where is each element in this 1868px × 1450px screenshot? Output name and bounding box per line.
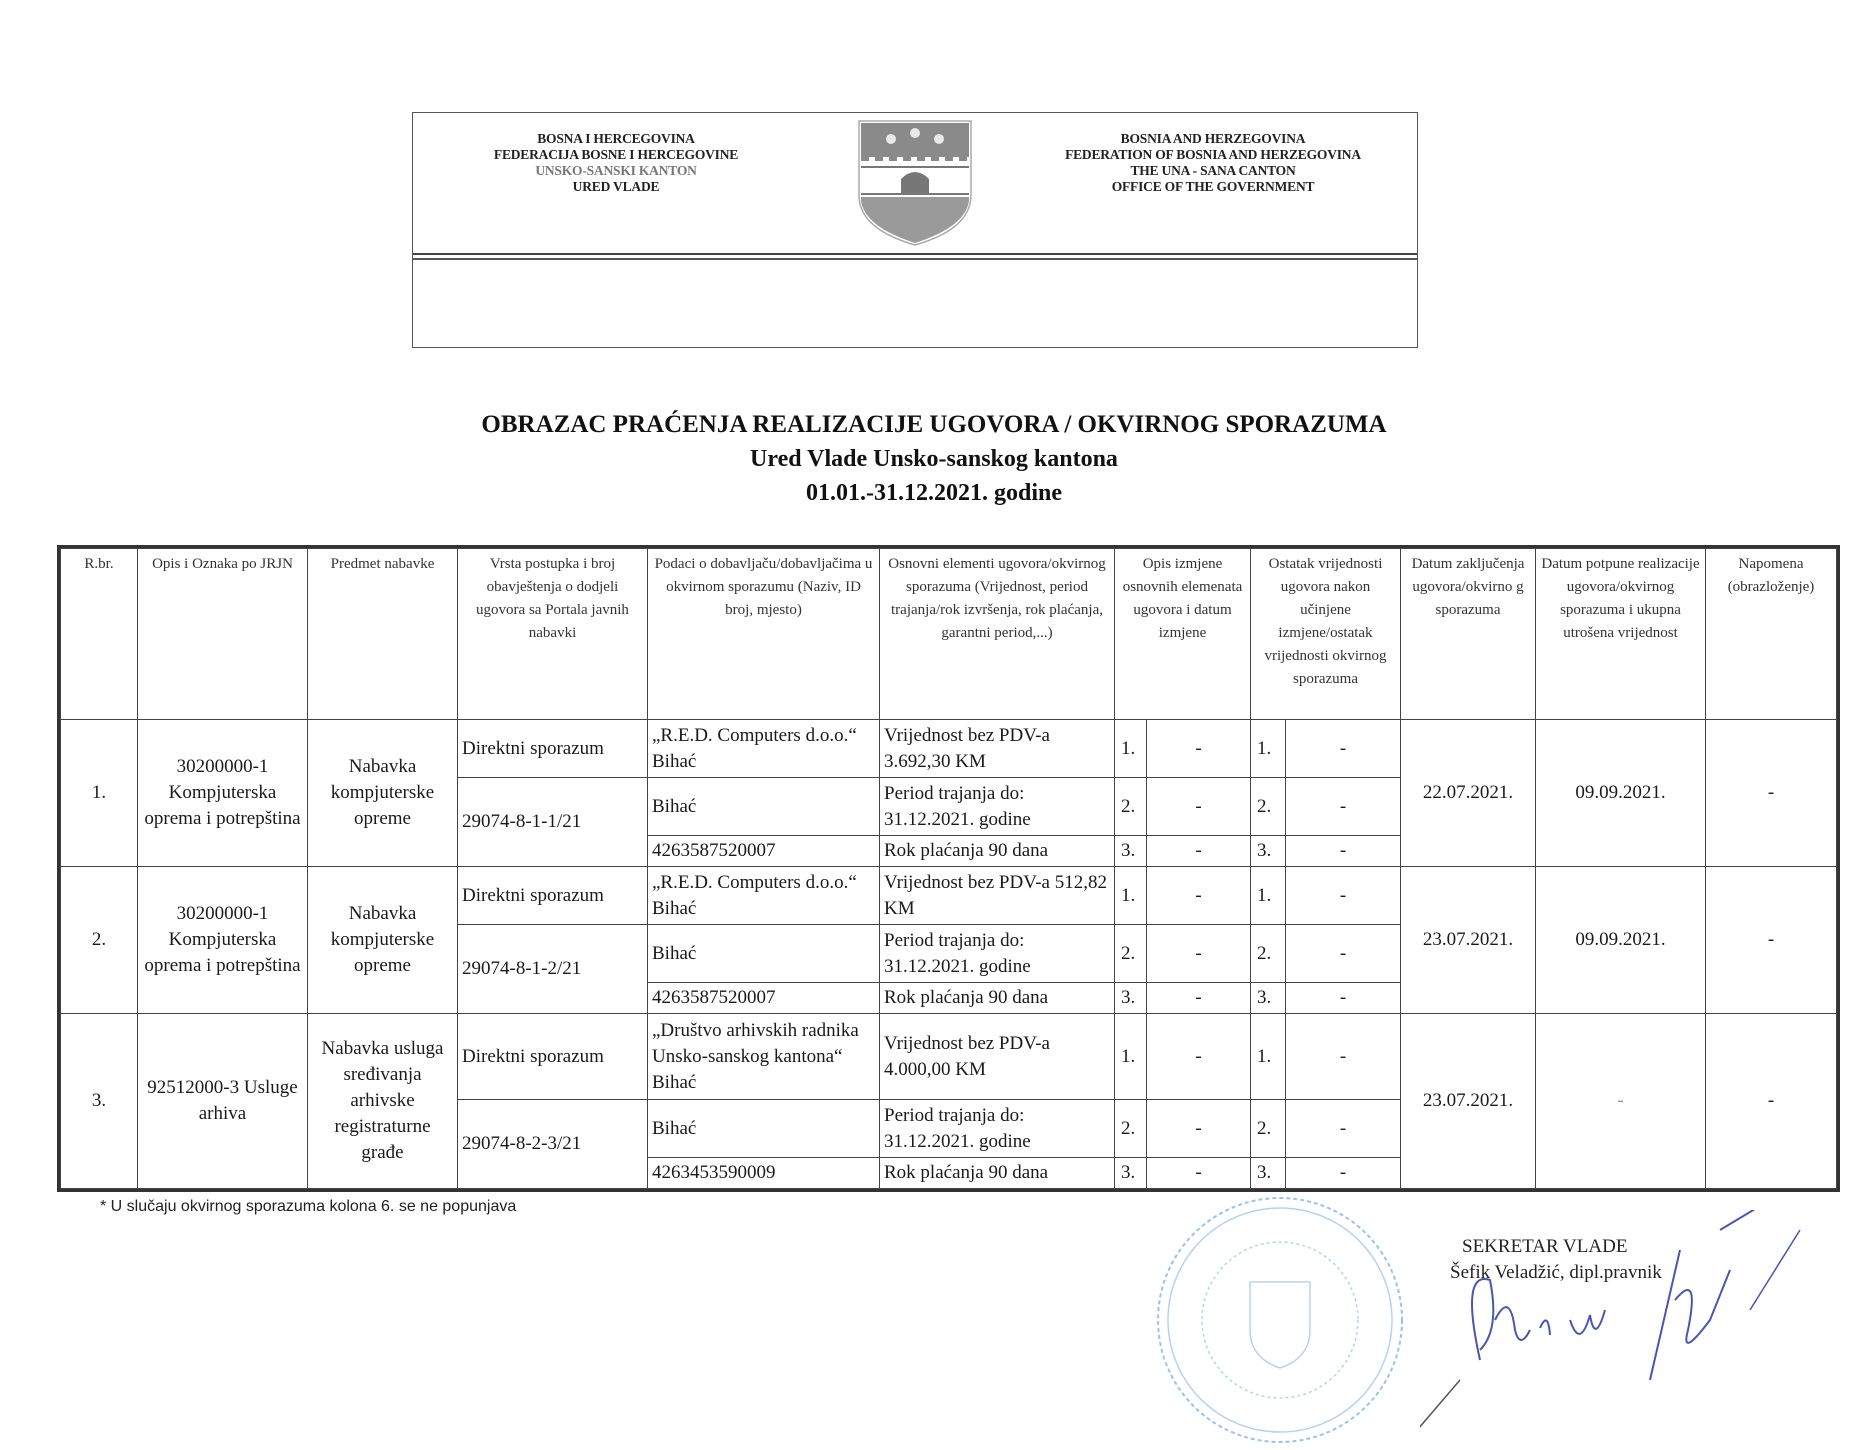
cell-izmjena-num: 2. (1115, 1100, 1147, 1158)
letterhead-right (1013, 131, 1413, 195)
table-header-row (61, 549, 1837, 720)
cell-elementi-period: Period trajanja do: 31.12.2021. godine (880, 925, 1115, 983)
cell-napomena: - (1706, 1014, 1837, 1189)
cell-izmjena-value: - (1147, 778, 1251, 836)
cell-dobavljac-mjesto: Bihać (648, 1100, 880, 1158)
cell-izmjena-value: - (1147, 720, 1251, 778)
header-ostatak: Ostatak vrijednosti ugovora nakon učinjene izmjene/ostatak vrijednosti okvirnog sporazuma (1251, 549, 1401, 720)
cell-ostatak-value: - (1286, 983, 1401, 1014)
document-title-block (0, 408, 1868, 510)
cell-datum-zakljucenja: 23.07.2021. (1401, 1014, 1536, 1189)
cell-predmet: Nabavka usluga sređivanja arhivske registraturne građe (308, 1014, 458, 1189)
cell-izmjena-num: 2. (1115, 778, 1147, 836)
table-row (61, 1014, 1837, 1100)
cell-izmjena-num: 1. (1115, 720, 1147, 778)
cell-ostatak-value: - (1286, 1158, 1401, 1189)
cell-izmjena-value: - (1147, 1158, 1251, 1189)
coat-of-arms-icon (853, 117, 977, 247)
cell-rbr: 3. (61, 1014, 138, 1189)
cell-postupak: Direktni sporazum (458, 720, 648, 778)
cell-dobavljac-id: 4263587520007 (648, 983, 880, 1014)
cell-ostatak-num: 3. (1251, 1158, 1286, 1189)
letterhead-federation: FEDERACIJA BOSNE I HERCEGOVINE (493, 147, 739, 162)
letterhead-canton-en: THE UNA - SANA CANTON (1130, 163, 1296, 178)
cell-ostatak-num: 1. (1251, 867, 1286, 925)
cell-izmjena-num: 3. (1115, 1158, 1147, 1189)
cell-datum-realizacije: - (1536, 1014, 1706, 1189)
cell-predmet: Nabavka kompjuterske opreme (308, 867, 458, 1014)
cell-dobavljac-id: 4263453590009 (648, 1158, 880, 1189)
header-datum-zakljucenja: Datum zaključenja ugovora/okvirno g sporazuma (1401, 549, 1536, 720)
cell-datum-realizacije: 09.09.2021. (1536, 720, 1706, 867)
cell-dobavljac-id: 4263587520007 (648, 836, 880, 867)
header-rbr: R.br. (61, 549, 138, 720)
cell-ostatak-num: 1. (1251, 720, 1286, 778)
document-period: 01.01.-31.12.2021. godine (805, 480, 1062, 506)
letterhead-left (451, 131, 781, 195)
signatory-title: SEKRETAR VLADE (1462, 1236, 1628, 1257)
cell-broj-obavjestenja: 29074-8-1-2/21 (458, 925, 648, 1014)
cell-ostatak-value: - (1286, 836, 1401, 867)
footnote: * U slučaju okvirnog sporazuma kolona 6. se ne popunjava (100, 1198, 517, 1215)
cell-elementi-placanje: Rok plaćanja 90 dana (880, 1158, 1115, 1189)
cell-elementi-vrijednost: Vrijednost bez PDV-a 512,82 KM (880, 867, 1115, 925)
document-title: OBRAZAC PRAĆENJA REALIZACIJE UGOVORA / OKVIRNOG SPORAZUMA (481, 411, 1387, 438)
cell-elementi-vrijednost: Vrijednost bez PDV-a 3.692,30 KM (880, 720, 1115, 778)
letterhead-divider (413, 253, 1417, 255)
cell-rbr: 2. (61, 867, 138, 1014)
cell-ostatak-value: - (1286, 778, 1401, 836)
cell-datum-realizacije: 09.09.2021. (1536, 867, 1706, 1014)
cell-elementi-period: Period trajanja do: 31.12.2021. godine (880, 778, 1115, 836)
cell-ostatak-num: 3. (1251, 836, 1286, 867)
cell-izmjena-value: - (1147, 983, 1251, 1014)
header-elementi: Osnovni elementi ugovora/okvirnog sporazuma (Vrijednost, period trajanja/rok izvršenja, rok plaćanja, garantni period,...) (880, 549, 1115, 720)
header-dobavljac: Podaci o dobavljaču/dobavljačima u okvirnom sporazumu (Naziv, ID broj, mjesto) (648, 549, 880, 720)
header-napomena: Napomena (obrazloženje) (1706, 549, 1837, 720)
cell-ostatak-num: 3. (1251, 983, 1286, 1014)
cell-ostatak-num: 1. (1251, 1014, 1286, 1100)
cell-dobavljac-mjesto: Bihać (648, 925, 880, 983)
cell-elementi-placanje: Rok plaćanja 90 dana (880, 983, 1115, 1014)
header-jrjn: Opis i Oznaka po JRJN (138, 549, 308, 720)
cell-izmjena-value: - (1147, 1014, 1251, 1100)
cell-datum-zakljucenja: 22.07.2021. (1401, 720, 1536, 867)
table-row (61, 720, 1837, 778)
cell-ostatak-value: - (1286, 925, 1401, 983)
cell-ostatak-num: 2. (1251, 925, 1286, 983)
letterhead-office: URED VLADE (572, 179, 660, 194)
cell-jrjn: 92512000-3 Usluge arhiva (138, 1014, 308, 1189)
document-subtitle: Ured Vlade Unsko-sanskog kantona (750, 446, 1118, 472)
letterhead-divider (413, 258, 1417, 260)
cell-broj-obavjestenja: 29074-8-2-3/21 (458, 1100, 648, 1189)
cell-napomena: - (1706, 720, 1837, 867)
cell-elementi-period: Period trajanja do: 31.12.2021. godine (880, 1100, 1115, 1158)
cell-dobavljac-naziv: „R.E.D. Computers d.o.o.“ Bihać (648, 867, 880, 925)
cell-izmjena-num: 3. (1115, 983, 1147, 1014)
letterhead-office-en: OFFICE OF THE GOVERNMENT (1111, 179, 1315, 194)
cell-izmjena-num: 1. (1115, 1014, 1147, 1100)
header-predmet: Predmet nabavke (308, 549, 458, 720)
cell-ostatak-value: - (1286, 720, 1401, 778)
cell-izmjena-value: - (1147, 836, 1251, 867)
letterhead-federation-en: FEDERATION OF BOSNIA AND HERZEGOVINA (1065, 147, 1361, 162)
cell-izmjena-value: - (1147, 925, 1251, 983)
cell-datum-zakljucenja: 23.07.2021. (1401, 867, 1536, 1014)
cell-rbr: 1. (61, 720, 138, 867)
cell-elementi-vrijednost: Vrijednost bez PDV-a 4.000,00 KM (880, 1014, 1115, 1100)
header-postupak: Vrsta postupka i broj obavještenja o dodjeli ugovora sa Portala javnih nabavki (458, 549, 648, 720)
cell-izmjena-value: - (1147, 1100, 1251, 1158)
letterhead-canton: UNSKO-SANSKI KANTON (535, 163, 697, 178)
handwritten-signature-icon (1420, 1210, 1840, 1430)
cell-ostatak-value: - (1286, 867, 1401, 925)
table-row (61, 867, 1837, 925)
cell-izmjena-num: 3. (1115, 836, 1147, 867)
header-datum-realizacije: Datum potpune realizacije ugovora/okvirnog sporazuma i ukupna utrošena vrijednost (1536, 549, 1706, 720)
cell-dobavljac-naziv: „R.E.D. Computers d.o.o.“ Bihać (648, 720, 880, 778)
cell-izmjena-num: 2. (1115, 925, 1147, 983)
cell-ostatak-value: - (1286, 1100, 1401, 1158)
cell-elementi-placanje: Rok plaćanja 90 dana (880, 836, 1115, 867)
cell-dobavljac-mjesto: Bihać (648, 778, 880, 836)
cell-ostatak-value: - (1286, 1014, 1401, 1100)
cell-izmjena-value: - (1147, 867, 1251, 925)
cell-dobavljac-naziv: „Društvo arhivskih radnika Unsko-sanskog kantona“ Bihać (648, 1014, 880, 1100)
cell-predmet: Nabavka kompjuterske opreme (308, 720, 458, 867)
cell-ostatak-num: 2. (1251, 778, 1286, 836)
cell-napomena: - (1706, 867, 1837, 1014)
cell-jrjn: 30200000-1 Kompjuterska oprema i potrepština (138, 720, 308, 867)
header-izmjene: Opis izmjene osnovnih elemenata ugovora i datum izmjene (1115, 549, 1251, 720)
cell-jrjn: 30200000-1 Kompjuterska oprema i potrepština (138, 867, 308, 1014)
letterhead (412, 112, 1418, 348)
signatory-name: Šefik Veladžić, dipl.pravnik (1450, 1262, 1662, 1283)
cell-postupak: Direktni sporazum (458, 1014, 648, 1100)
cell-postupak: Direktni sporazum (458, 867, 648, 925)
letterhead-country-en: BOSNIA AND HERZEGOVINA (1120, 131, 1306, 146)
cell-ostatak-num: 2. (1251, 1100, 1286, 1158)
letterhead-country: BOSNA I HERCEGOVINA (537, 131, 695, 146)
official-stamp-icon (1150, 1190, 1410, 1450)
cell-izmjena-num: 1. (1115, 867, 1147, 925)
cell-broj-obavjestenja: 29074-8-1-1/21 (458, 778, 648, 867)
contracts-table (60, 548, 1837, 1189)
